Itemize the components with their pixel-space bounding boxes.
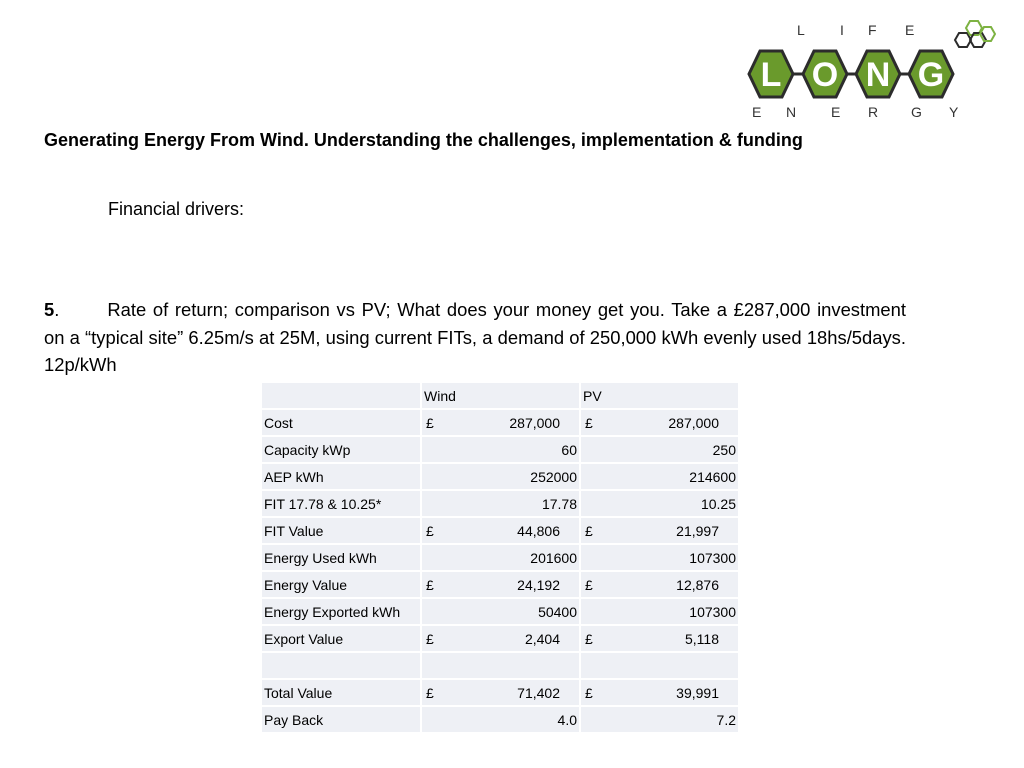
slide-title: Generating Energy From Wind. Understanding the challenges, implementation & funding [44,130,803,150]
pv-cell [580,517,739,544]
logo-top-letter: E [905,22,915,38]
wind-value: 17.78 [421,490,580,517]
point-number: 5 [44,299,55,320]
wind-cell [421,517,580,544]
point-dot: . [54,299,60,320]
logo-top-letter: F [868,22,877,38]
logo-letter: O [811,56,839,94]
pv-value: 12,876 [676,576,719,593]
table-row [261,436,739,463]
table-row [261,517,739,544]
logo-hexagon-g [909,51,953,97]
logo-letter: L [760,56,782,94]
wind-value: 2,404 [524,630,560,647]
logo-top-letter: I [840,22,844,38]
pv-value: 250 [580,436,739,463]
logo-bottom-letter: Y [949,104,959,120]
wind-cell [421,409,580,436]
row-label [261,652,421,679]
pv-value: 7.2 [580,706,739,733]
currency-symbol: £ [426,630,434,647]
wind-value: 252000 [421,463,580,490]
logo-hexagon-l [749,51,793,97]
table-row [261,625,739,652]
wind-cell [421,679,580,706]
logo-hexagon-row [746,44,996,102]
row-label: FIT 17.78 & 10.25* [261,490,421,517]
currency-symbol: £ [585,522,593,539]
slide-subtitle: Financial drivers: [108,199,245,219]
wind-value: 201600 [421,544,580,571]
currency-symbol: £ [585,684,593,701]
point-paragraph [44,296,906,379]
wind-value [421,652,580,679]
wind-value: 60 [421,436,580,463]
row-label: AEP kWh [261,463,421,490]
logo-bottom-letters [746,104,976,124]
wind-value: 287,000 [509,414,560,431]
wind-value: 4.0 [421,706,580,733]
logo-hexagon-n [856,51,900,97]
currency-symbol: £ [585,414,593,431]
financial-comparison-table [260,381,740,734]
pv-value: 214600 [580,463,739,490]
row-label: FIT Value [261,517,421,544]
row-label: Capacity kWp [261,436,421,463]
row-label: Energy Used kWh [261,544,421,571]
wind-value: 71,402 [517,684,560,701]
row-label: Energy Exported kWh [261,598,421,625]
pv-value: 5,118 [685,630,719,647]
logo-top-letters [746,22,976,42]
header-blank-cell [261,382,421,409]
logo-hexagon-o [803,51,847,97]
currency-symbol: £ [426,684,434,701]
table-row-empty [261,652,739,679]
table-header-row [261,382,739,409]
table-row [261,490,739,517]
logo-top-letter: L [797,22,805,38]
pv-value [580,652,739,679]
logo-letter: N [865,56,891,94]
row-label: Pay Back [261,706,421,733]
pv-cell [580,679,739,706]
wind-value: 24,192 [517,576,560,593]
logo-bottom-letter: E [831,104,841,120]
logo-bottom-letter: N [786,104,797,120]
pv-cell [580,571,739,598]
header-wind: Wind [421,382,580,409]
table-row [261,598,739,625]
pv-value: 107300 [580,598,739,625]
pv-value: 107300 [580,544,739,571]
pv-value: 39,991 [676,684,719,701]
wind-value: 50400 [421,598,580,625]
table-row [261,706,739,733]
logo-bottom-letter: G [911,104,922,120]
table-row [261,679,739,706]
currency-symbol: £ [426,576,434,593]
wind-cell [421,571,580,598]
wind-value: 44,806 [517,522,560,539]
wind-cell [421,625,580,652]
life-long-energy-logo [746,14,996,122]
pv-cell [580,409,739,436]
row-label: Energy Value [261,571,421,598]
table-row [261,409,739,436]
logo-small-hexagons-icon [951,16,996,50]
currency-symbol: £ [585,576,593,593]
point-text: Rate of return; comparison vs PV; What does your money get you. Take a £287,000 investment on a “typical site” 6.25m/s at 25M, using current FITs, a demand of 250,000 kWh evenly used 18hs/5days. 12p/kWh [44,299,906,375]
pv-cell [580,625,739,652]
currency-symbol: £ [585,630,593,647]
currency-symbol: £ [426,414,434,431]
row-label: Export Value [261,625,421,652]
pv-value: 21,997 [676,522,719,539]
pv-value: 10.25 [580,490,739,517]
row-label: Total Value [261,679,421,706]
logo-letter: G [917,56,945,94]
pv-value: 287,000 [668,414,719,431]
row-label: Cost [261,409,421,436]
table-row [261,571,739,598]
currency-symbol: £ [426,522,434,539]
logo-bottom-letter: E [752,104,762,120]
header-pv: PV [580,382,739,409]
table-row [261,463,739,490]
table-row [261,544,739,571]
logo-bottom-letter: R [868,104,879,120]
